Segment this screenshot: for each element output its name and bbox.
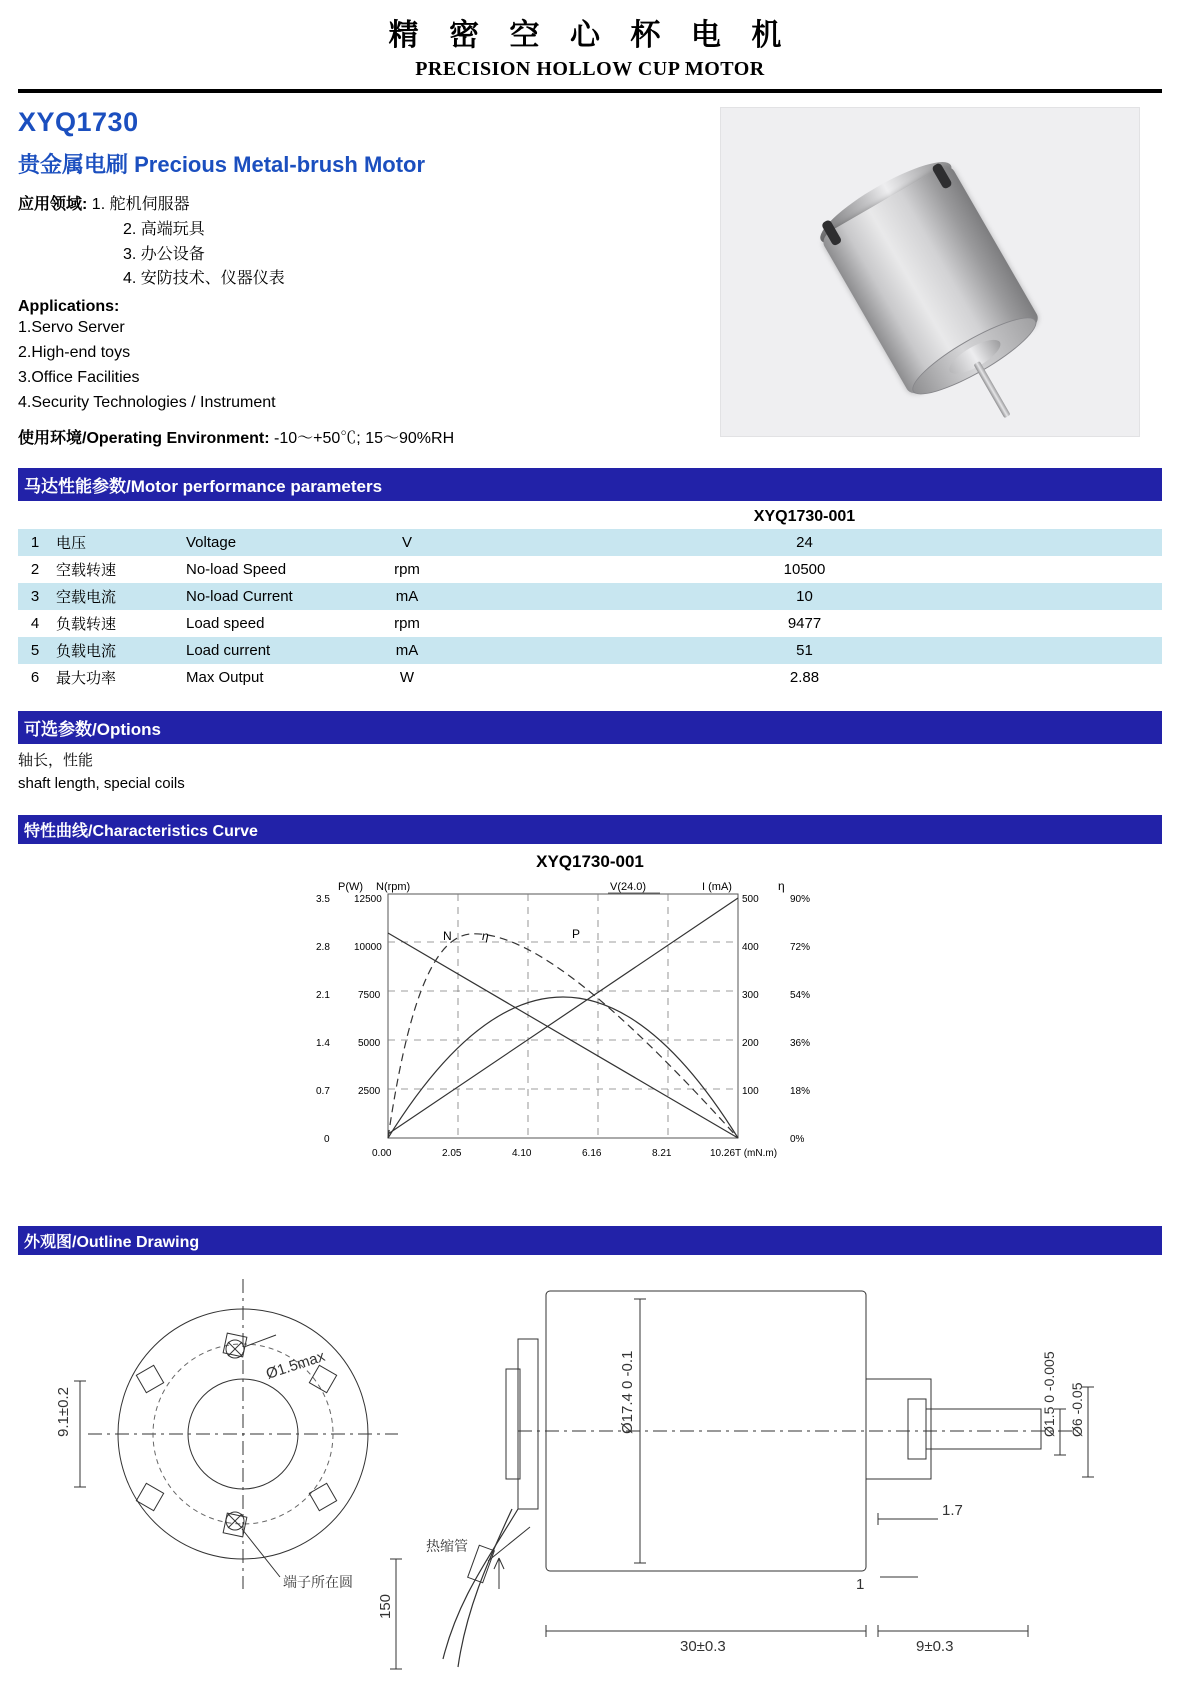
applications-cn-item-3: 3. 办公设备 (123, 245, 205, 263)
svg-text:V(24.0): V(24.0) (610, 881, 647, 894)
ytick-eta-0: 0% (790, 1134, 805, 1146)
applications-en-item-4: 4.Security Technologies / Instrument (18, 393, 276, 411)
table-row: 6 最大功率 Max Output W 2.88 (30, 669, 820, 688)
applications-en-item-1: 1.Servo Server (18, 319, 125, 337)
outline-drawing-svg (18, 1259, 1162, 1679)
dim-step: 1.7 (942, 1502, 963, 1520)
ytick-n-10000: 10000 (354, 942, 382, 954)
curve-power (388, 997, 738, 1138)
ytick-p-0.7: 0.7 (316, 1086, 330, 1098)
product-subtitle: 贵金属电刷 Precious Metal-brush Motor (18, 152, 426, 177)
ytick-i-100: 100 (742, 1086, 759, 1098)
applications-cn-label: 应用领域: (18, 196, 88, 213)
motor-shaft (974, 361, 1011, 418)
applications-cn (18, 193, 708, 292)
xtick-4: 8.21 (652, 1148, 672, 1160)
table-row: 4 负载转速 Load speed rpm 9477 (30, 615, 822, 634)
applications-en-item-3: 3.Office Facilities (18, 368, 140, 386)
curve-annotation-voltage (608, 881, 660, 893)
axis-label-power: P(W) (338, 881, 364, 894)
ytick-eta-18: 18% (790, 1086, 811, 1098)
ytick-n-5000: 5000 (358, 1038, 381, 1050)
note-heatshrink: 热缩管 (426, 1539, 468, 1556)
applications-en-item-2: 2.High-end toys (18, 343, 131, 361)
curve-chart (310, 876, 870, 1176)
section-options-header: 可选参数/Options (18, 711, 1162, 744)
table-row: 3 空载电流 No-load Current mA 10 (18, 583, 1162, 610)
motor-illustration (767, 107, 1109, 437)
applications-cn-item-1: 1. 舵机伺服器 (91, 196, 190, 213)
xtick-2: 4.10 (512, 1148, 532, 1160)
product-photo (720, 107, 1140, 437)
applications-cn-item-2: 2. 高端玩具 (123, 220, 205, 238)
series-label-eta: η (482, 929, 489, 944)
dim-shaft-length: 9±0.3 (916, 1638, 954, 1656)
dim-pcd: 9.1±0.2 (55, 1387, 72, 1438)
curve-title: XYQ1730-001 (536, 852, 644, 872)
ytick-eta-36: 36% (790, 1038, 811, 1050)
dim-lead-length: 150 (377, 1594, 394, 1620)
applications-en (18, 316, 708, 415)
dim-body-diameter: Ø17.4 0 -0.1 (619, 1350, 636, 1435)
product-model: XYQ1730 (18, 107, 139, 137)
dim-small: 1 (856, 1576, 865, 1594)
table-row: 2 空载转速 No-load Speed rpm 10500 (30, 561, 826, 580)
applications-cn-item-4: 4. 安防技术、仪器仪表 (123, 270, 285, 288)
series-label-p: P (572, 927, 581, 942)
section-curve-header: 特性曲线/Characteristics Curve (18, 815, 1162, 844)
dim-shaft-max: Ø1.5max (263, 1348, 328, 1384)
ytick-i-500: 500 (742, 894, 759, 906)
section-outline-header: 外观图/Outline Drawing (18, 1226, 1162, 1255)
ytick-n-7500: 7500 (358, 990, 381, 1002)
table-header-row (18, 505, 1162, 529)
operating-environment-label: 使用环境/Operating Environment: (18, 430, 270, 448)
options-line-en: shaft length, special coils (18, 774, 185, 792)
dim-boss-diameter: Ø6 -0.05 (1069, 1382, 1085, 1438)
axis-label-efficiency: η (778, 879, 785, 894)
characteristics-curve (18, 876, 1162, 1206)
side-view (390, 1291, 1094, 1669)
document-title-en: PRECISION HOLLOW CUP MOTOR (415, 58, 765, 80)
xtick-5: 10.26T (mN.m) (710, 1148, 778, 1160)
series-label-n: N (443, 929, 452, 944)
performance-table (18, 505, 1162, 691)
ytick-i-200: 200 (742, 1038, 759, 1050)
ytick-p-2.1: 2.1 (316, 990, 330, 1002)
note-terminal-circle: 端子所在圆 (283, 1575, 353, 1592)
operating-environment-value: -10～+50℃; 15～90%RH (274, 430, 455, 448)
product-overview (18, 107, 1162, 448)
ytick-eta-54: 54% (790, 990, 811, 1002)
ytick-eta-90: 90% (790, 894, 811, 906)
document-header (18, 0, 1162, 93)
product-photo-area (720, 107, 1140, 448)
ytick-i-400: 400 (742, 942, 759, 954)
performance-model-header: XYQ1730-001 (753, 508, 856, 526)
applications-en-label: Applications: (18, 298, 120, 316)
axis-label-current: I (mA) (702, 881, 732, 894)
table-row: 1 电压 Voltage V 24 (18, 529, 1162, 556)
section-performance-header: 马达性能参数/Motor performance parameters (18, 468, 1162, 501)
xtick-3: 6.16 (582, 1148, 602, 1160)
header-divider (18, 89, 1162, 93)
ytick-p-1.4: 1.4 (316, 1038, 330, 1050)
table-row: 5 负载电流 Load current mA 51 (18, 637, 1162, 664)
ytick-n-2500: 2500 (358, 1086, 381, 1098)
axis-label-speed: N(rpm) (376, 881, 411, 894)
ytick-p-2.8: 2.8 (316, 942, 330, 954)
dim-body-length: 30±0.3 (680, 1638, 726, 1656)
product-info (18, 107, 708, 448)
operating-environment (18, 425, 708, 448)
xtick-0: 0.00 (372, 1148, 392, 1160)
outline-drawing (18, 1259, 1162, 1689)
options-content (18, 750, 1162, 795)
xtick-1: 2.05 (442, 1148, 462, 1160)
curve-current (388, 898, 738, 1134)
ytick-eta-72: 72% (790, 942, 811, 954)
curve-speed (388, 933, 738, 1138)
motor-housing (819, 163, 1041, 398)
dim-shaft-diameter: Ø1.5 0 -0.005 (1041, 1351, 1057, 1438)
ytick-p-0: 0 (324, 1134, 330, 1146)
options-line-cn: 轴长，性能 (18, 752, 94, 770)
ytick-n-12500: 12500 (354, 894, 382, 906)
document-title-cn: 精 密 空 心 杯 电 机 (388, 18, 792, 53)
ytick-p-3.5: 3.5 (316, 894, 330, 906)
ytick-i-300: 300 (742, 990, 759, 1002)
front-view (74, 1279, 398, 1592)
